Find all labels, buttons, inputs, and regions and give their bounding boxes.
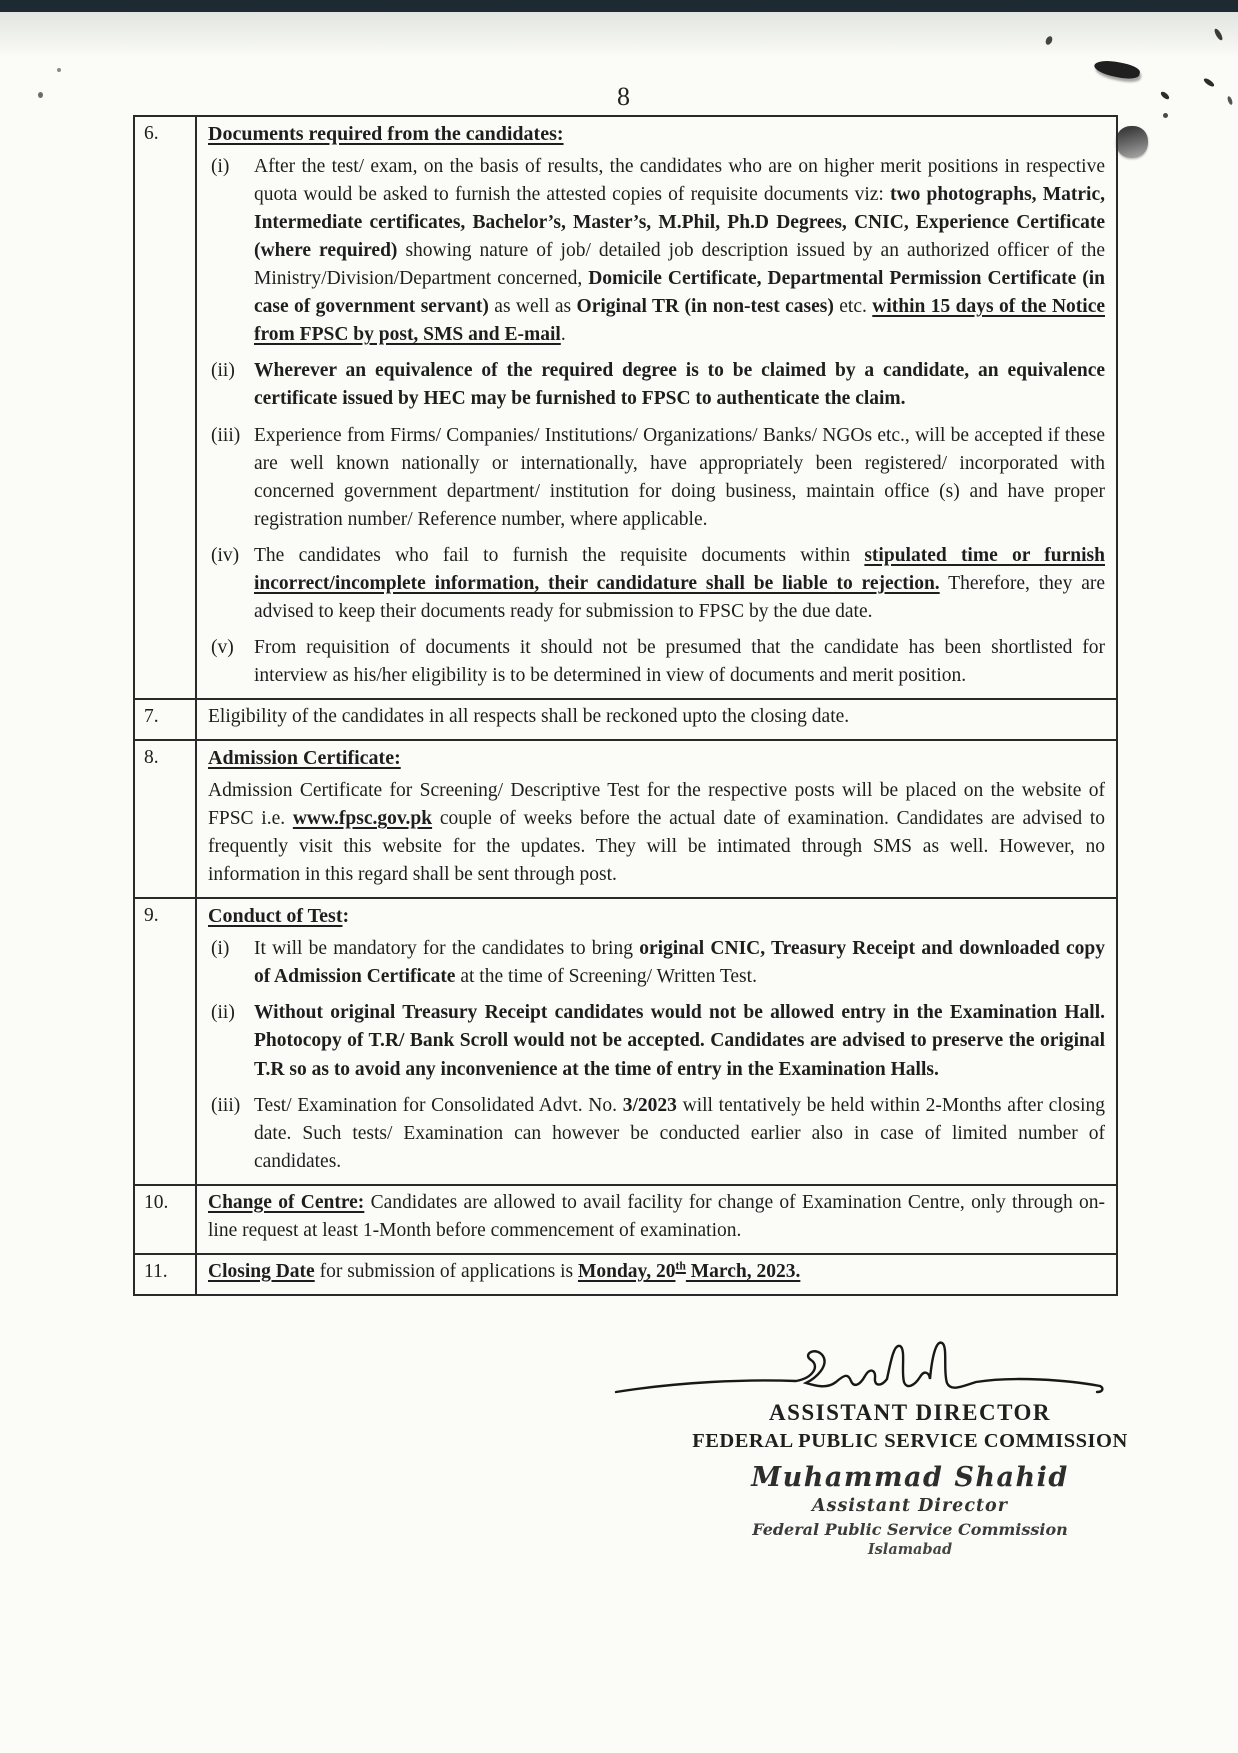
text-segment: Therefore, they are advised to keep their documents ready for submission to FPSC by the due date. — [254, 572, 1105, 622]
text-segment: The candidates who fail to furnish the requisite documents within — [254, 544, 865, 566]
text-segment: showing nature of job/ detailed job description issued by an authorized officer of the Ministry/Division/Department concerned, — [254, 240, 1105, 290]
text-segment: Candidates are allowed to avail facility for change of Examination Centre, only through on-line request at least 1-Month before commencement of examination. — [208, 1191, 1106, 1241]
section-heading — [208, 744, 1105, 773]
item-marker: (v) — [211, 637, 234, 659]
official-stamp — [625, 1462, 1195, 1558]
ink-smudge — [1093, 57, 1141, 81]
table-row — [135, 899, 1116, 1185]
scanner-edge-bar — [0, 0, 1238, 12]
text-segment: Documents required from the candidates: — [208, 123, 564, 145]
signatory-organization: FEDERAL PUBLIC SERVICE COMMISSION — [692, 1430, 1128, 1452]
text-segment: Experience from Firms/ Companies/ Institutions/ Organizations/ Banks/ NGOs etc., will be accepted if these are well known nationally or internationally, have appropriately been registered/ incorporated with concerned government department/ institution for doing business, maintain office (s) and have proper registration number/ Reference number, where applicable. — [254, 424, 1105, 530]
scan-speck — [1213, 28, 1224, 42]
row-number: 7. — [135, 700, 197, 739]
row-content — [197, 899, 1116, 1183]
document-table — [133, 115, 1118, 1296]
item-text — [254, 938, 1105, 987]
item-text — [254, 1095, 1105, 1172]
text-segment: stipulated time or furnish incorrect/incomplete information, their candidature shall be liable to rejection. — [254, 544, 1105, 594]
text-segment: th — [675, 1259, 686, 1273]
table-row — [135, 700, 1116, 741]
text-segment: www.fpsc.gov.pk — [292, 808, 433, 830]
stamp-title: Assistant Director — [812, 1496, 1008, 1516]
list-item — [208, 1092, 1105, 1176]
item-marker: (ii) — [211, 360, 235, 382]
text-segment: Change of Centre: — [208, 1191, 365, 1213]
list-item — [208, 422, 1105, 534]
scan-speck — [1160, 90, 1171, 100]
list-item — [208, 935, 1105, 991]
item-text — [254, 156, 1105, 345]
paragraph — [208, 1189, 1105, 1245]
list-item — [208, 542, 1105, 626]
paragraph — [208, 777, 1105, 889]
text-segment: Admission Certificate for Screening/ Descriptive Test for the respective posts will be placed on the website of FPSC i.e. — [208, 780, 1105, 830]
text-segment: etc. — [833, 296, 873, 318]
text-segment: Admission Certificate: — [208, 747, 401, 770]
text-segment: Without original Treasury Receipt candidates would not be allowed entry in the Examination Hall. Photocopy of T.R/ Bank Scroll would not be accepted. Candidates are advised to preserve the original T.R so as to avoid any inconvenience at the time of entry in the Examination Halls. — [254, 1002, 1105, 1080]
list-item — [208, 634, 1105, 690]
text-segment: . — [560, 324, 566, 346]
scan-shading — [0, 12, 1238, 58]
scan-speck — [57, 68, 61, 72]
paragraph — [208, 1258, 1105, 1286]
signature-block — [625, 1400, 1195, 1558]
text-segment: After the test/ exam, on the basis of results, the candidates who are on higher merit positions in respective quota would be asked to furnish the attested copies of requisite documents viz: — [254, 155, 1105, 205]
text-segment: March, 2023. — [685, 1260, 801, 1282]
signatory-title: ASSISTANT DIRECTOR — [768, 1400, 1051, 1425]
section-heading — [208, 120, 1105, 149]
page-number: 8 — [617, 82, 630, 111]
item-marker: (i) — [211, 155, 230, 177]
scan-speck — [1203, 77, 1216, 88]
stamp-city: Islamabad — [867, 1541, 953, 1558]
list-item — [208, 357, 1105, 413]
stamp-organization: Federal Public Service Commission — [752, 1520, 1068, 1539]
text-segment: as well as — [488, 296, 577, 318]
punch-hole-mark — [1116, 126, 1148, 158]
row-content — [197, 741, 1116, 897]
text-segment: Conduct of Test — [208, 905, 343, 928]
text-segment: Test/ Examination for Consolidated Advt. No. — [254, 1094, 623, 1116]
table-row — [135, 1255, 1116, 1294]
row-content — [197, 117, 1116, 698]
text-segment: two photographs, Matric, Intermediate certificates, Bachelor’s, Master’s, M.Phil, Ph.D Degrees, CNIC, Experience Certificate (where required) — [254, 183, 1105, 262]
paragraph — [208, 703, 1105, 731]
text-segment: couple of weeks before the actual date of examination. Candidates are advised to frequently visit this website for the updates. They will be intimated through SMS as well. However, no information in this regard shall be sent through post. — [208, 808, 1105, 886]
item-text — [254, 545, 1105, 622]
text-segment: within 15 days of the Notice from FPSC by post, SMS and E-mail — [254, 296, 1106, 346]
text-segment: Monday, 20 — [577, 1260, 676, 1282]
text-segment: Eligibility of the candidates in all respects shall be reckoned upto the closing date. — [208, 706, 850, 728]
item-text — [254, 425, 1105, 530]
text-segment: will tentatively be held within 2-Months after closing date. Such tests/ Examination can however be conducted earlier also in case of limited number of candidates. — [254, 1094, 1105, 1172]
row-number: 8. — [135, 741, 197, 897]
text-segment: at the time of Screening/ Written Test. — [455, 966, 757, 988]
text-segment: original CNIC, Treasury Receipt and downloaded copy of Admission Certificate — [254, 938, 1105, 988]
item-marker: (i) — [211, 938, 230, 960]
item-text — [254, 1002, 1105, 1079]
table-row — [135, 117, 1116, 700]
list-item — [208, 153, 1105, 350]
text-segment: Domicile Certificate, Departmental Permission Certificate (in case of government servant) — [254, 268, 1105, 318]
text-segment: It will be mandatory for the candidates to bring — [254, 938, 640, 960]
item-text — [254, 637, 1105, 686]
row-content — [197, 1186, 1116, 1253]
text-segment: : — [342, 905, 350, 928]
row-number: 10. — [135, 1186, 197, 1253]
row-number: 6. — [135, 117, 197, 698]
section-heading — [208, 902, 1105, 931]
scan-speck — [1227, 96, 1234, 106]
item-marker: (iii) — [211, 424, 241, 446]
scan-speck — [38, 92, 43, 98]
item-text — [254, 360, 1105, 409]
item-marker: (iii) — [211, 1094, 241, 1116]
text-segment: Closing Date — [208, 1260, 315, 1282]
row-content — [197, 1255, 1116, 1294]
text-segment: Original TR (in non-test cases) — [576, 296, 834, 318]
row-number: 9. — [135, 899, 197, 1183]
text-segment: Wherever an equivalence of the required degree is to be claimed by a candidate, an equivalence certificate issued by HEC may be furnished to FPSC to authenticate the claim. — [254, 360, 1105, 410]
text-segment: From requisition of documents it should not be presumed that the candidate has been shortlisted for interview as his/her eligibility is to be determined in view of documents and merit position. — [254, 637, 1105, 687]
row-content — [197, 700, 1116, 739]
item-marker: (iv) — [211, 544, 240, 566]
scan-speck — [1163, 113, 1168, 118]
stamp-name: Muhammad Shahid — [751, 1462, 1069, 1493]
list-item — [208, 999, 1105, 1083]
text-segment: 3/2023 — [622, 1094, 677, 1116]
table-row — [135, 1186, 1116, 1255]
table-row — [135, 741, 1116, 899]
scan-speck — [1044, 35, 1053, 46]
text-segment: for submission of applications is — [314, 1260, 578, 1282]
row-number: 11. — [135, 1255, 197, 1294]
item-marker: (ii) — [211, 1002, 235, 1024]
